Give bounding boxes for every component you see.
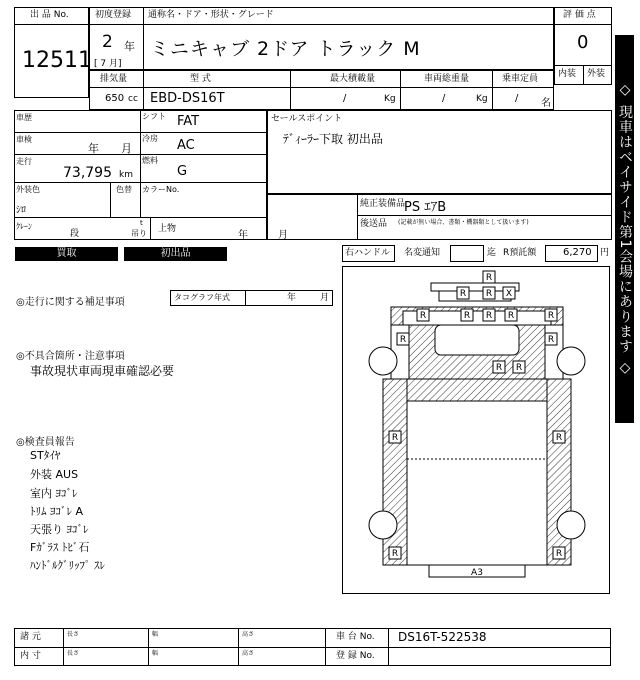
mark-r: R (463, 311, 471, 321)
car-name: ミニキャブ 2ドア トラック M (150, 38, 421, 60)
mark-r: R (419, 311, 427, 321)
mark-r: R (547, 335, 555, 345)
mark-r: R (507, 311, 515, 321)
mark-r: R (547, 311, 555, 321)
disp-value: 650 (105, 93, 125, 104)
length-label: 長さ (67, 631, 80, 638)
mark-r: R (399, 335, 407, 345)
width-label-2: 幅 (152, 650, 159, 657)
cap-unit: 名 (541, 98, 551, 109)
supplement-label: ◎走行に関する補足事項 (16, 297, 125, 308)
truck-bed (383, 379, 571, 565)
tacho-label: タコグラフ年式 (174, 293, 230, 302)
inspector-item: ﾄﾘﾑ ﾖｺﾞﾚ A (30, 505, 84, 518)
side-banner: ◇ 現車はベイサイド第1会場にあります ◇ (615, 35, 634, 423)
inspector-item: 室内 ﾖｺﾞﾚ (30, 487, 78, 500)
ac-label: 冷房 (142, 134, 158, 143)
sales-label: セールスポイント (271, 114, 343, 124)
inner-label: 内 寸 (20, 651, 41, 661)
upper-label: 上物 (158, 224, 177, 234)
crane-unit-2: t (140, 219, 143, 227)
cap-label: 乗車定員 (502, 74, 539, 84)
tacho-year: 年 (287, 293, 297, 303)
height-label: 高さ (242, 631, 255, 638)
score-label: 評 価 点 (563, 10, 596, 20)
load-label: 最大積載量 (330, 74, 376, 84)
chassis-value: DS16T-522538 (398, 630, 487, 644)
ac-value: AC (177, 138, 195, 153)
mark-r: R (391, 549, 399, 559)
inspect-month: 月 (121, 142, 132, 155)
inspector-item: Fｶﾞﾗｽ ﾄﾋﾞ石 (30, 541, 90, 554)
disp-label: 排気量 (100, 74, 128, 84)
bed-front-rail (407, 379, 547, 401)
inspect-year: 年 (88, 142, 99, 155)
mileage-unit: km (119, 170, 133, 180)
mark-r: R (459, 289, 467, 299)
after-note: (記載が無い場合、書類・機器類として扱います) (398, 219, 529, 226)
lot-label: 出 品 No. (30, 10, 69, 20)
after-label: 後送品 (360, 219, 388, 229)
inspect-label: 車検 (16, 135, 32, 144)
car-name-label: 通称名・ドア・形状・グレード (148, 10, 274, 20)
score-value: 0 (577, 32, 589, 53)
steering-label: 右ハンドル (345, 248, 391, 258)
first-listing-badge: 初出品 (124, 247, 227, 261)
rear-right-wheel (557, 511, 585, 539)
recycle-unit: 円 (600, 248, 610, 258)
lot-number: 12511 (22, 48, 92, 73)
mark-r: R (485, 311, 493, 321)
mark-r: R (555, 549, 563, 559)
width-label: 幅 (152, 631, 159, 638)
recycle-label: R預託額 (503, 248, 537, 258)
load-unit: Kg (384, 94, 396, 104)
front-bumper-under (439, 291, 511, 301)
defect-label: ◎不具合箇所・注意事項 (16, 351, 125, 362)
rear-left-wheel (369, 511, 397, 539)
deadline-label: 迄 (487, 248, 497, 258)
inspector-item: 外装 AUS (30, 468, 79, 481)
reg-year: 2 (102, 32, 113, 52)
model-value: EBD-DS16T (150, 91, 225, 106)
inspector-item: ﾊﾝﾄﾞﾙｸﾞﾘｯﾌﾟ ｽﾚ (30, 559, 105, 572)
equip-label: 純正装備品 (360, 199, 406, 209)
color-label: 外装色 (16, 185, 40, 194)
rear-label: A3 (471, 568, 483, 578)
front-left-wheel (369, 347, 397, 375)
truck-diagram-svg (343, 267, 611, 595)
length-label-2: 長さ (67, 650, 80, 657)
equip-value: PS ｴｱB (404, 200, 447, 215)
height-label-2: 高さ (242, 650, 255, 657)
tacho-month: 月 (320, 293, 330, 303)
name-change-label: 名変通知 (404, 248, 441, 258)
disp-unit: cc (128, 94, 138, 104)
crane-label: ｸﾚｰﾝ (16, 222, 32, 231)
fuel-value: G (177, 164, 188, 179)
mark-x: X (505, 289, 513, 299)
inspector-item: 天張り ﾖｺﾞﾚ (30, 523, 89, 536)
cap-value: / (515, 93, 519, 104)
dims-label: 諸 元 (20, 632, 41, 642)
exterior-label: 外装 (587, 69, 606, 79)
color-no-label: カラーNo. (142, 185, 180, 194)
color-change-label: 色替 (116, 185, 132, 194)
upper-year: 年 (238, 230, 248, 241)
reg-year-unit: 年 (124, 40, 135, 53)
upper-month: 月 (278, 230, 288, 241)
vehicle-diagram (342, 266, 610, 594)
inspector-item: STﾀｲﾔ (30, 449, 61, 462)
reg-label: 初度登録 (95, 10, 132, 20)
gross-value: / (442, 93, 446, 104)
crane-unit-3: 吊り (131, 229, 147, 238)
color-value: ｼﾛ (16, 205, 26, 216)
windshield (435, 325, 519, 355)
mark-r: R (555, 433, 563, 443)
recycle-value: 6,270 (563, 247, 592, 258)
chassis-label: 車 台 No. (336, 632, 375, 642)
registration-label: 登 録 No. (336, 651, 375, 661)
defect-text: 事故現状車両現車確認必要 (30, 364, 175, 378)
crane-unit-1: 段 (70, 229, 80, 239)
history-label: 車歴 (16, 113, 32, 122)
model-label: 型 式 (190, 74, 211, 84)
mark-r: R (495, 363, 503, 373)
fuel-label: 燃料 (142, 156, 158, 165)
mileage-label: 走行 (16, 157, 32, 166)
load-value: / (343, 93, 347, 104)
buy-badge: 買取 (15, 247, 118, 261)
interior-label: 内装 (558, 69, 577, 79)
mark-r: R (391, 433, 399, 443)
sales-text: ﾃﾞｨｰﾗｰ下取 初出品 (283, 132, 383, 146)
shift-label: シフト (142, 112, 166, 121)
mark-r: R (485, 289, 493, 299)
front-right-wheel (557, 347, 585, 375)
reg-month: [ 7 月] (94, 59, 122, 69)
inspector-label: ◎検査員報告 (16, 437, 75, 448)
mileage-value: 73,795 (63, 165, 112, 181)
mark-r: R (515, 363, 523, 373)
gross-unit: Kg (476, 94, 488, 104)
shift-value: FAT (177, 114, 200, 129)
gross-label: 車両総重量 (424, 74, 470, 84)
mark-r: R (485, 273, 493, 283)
